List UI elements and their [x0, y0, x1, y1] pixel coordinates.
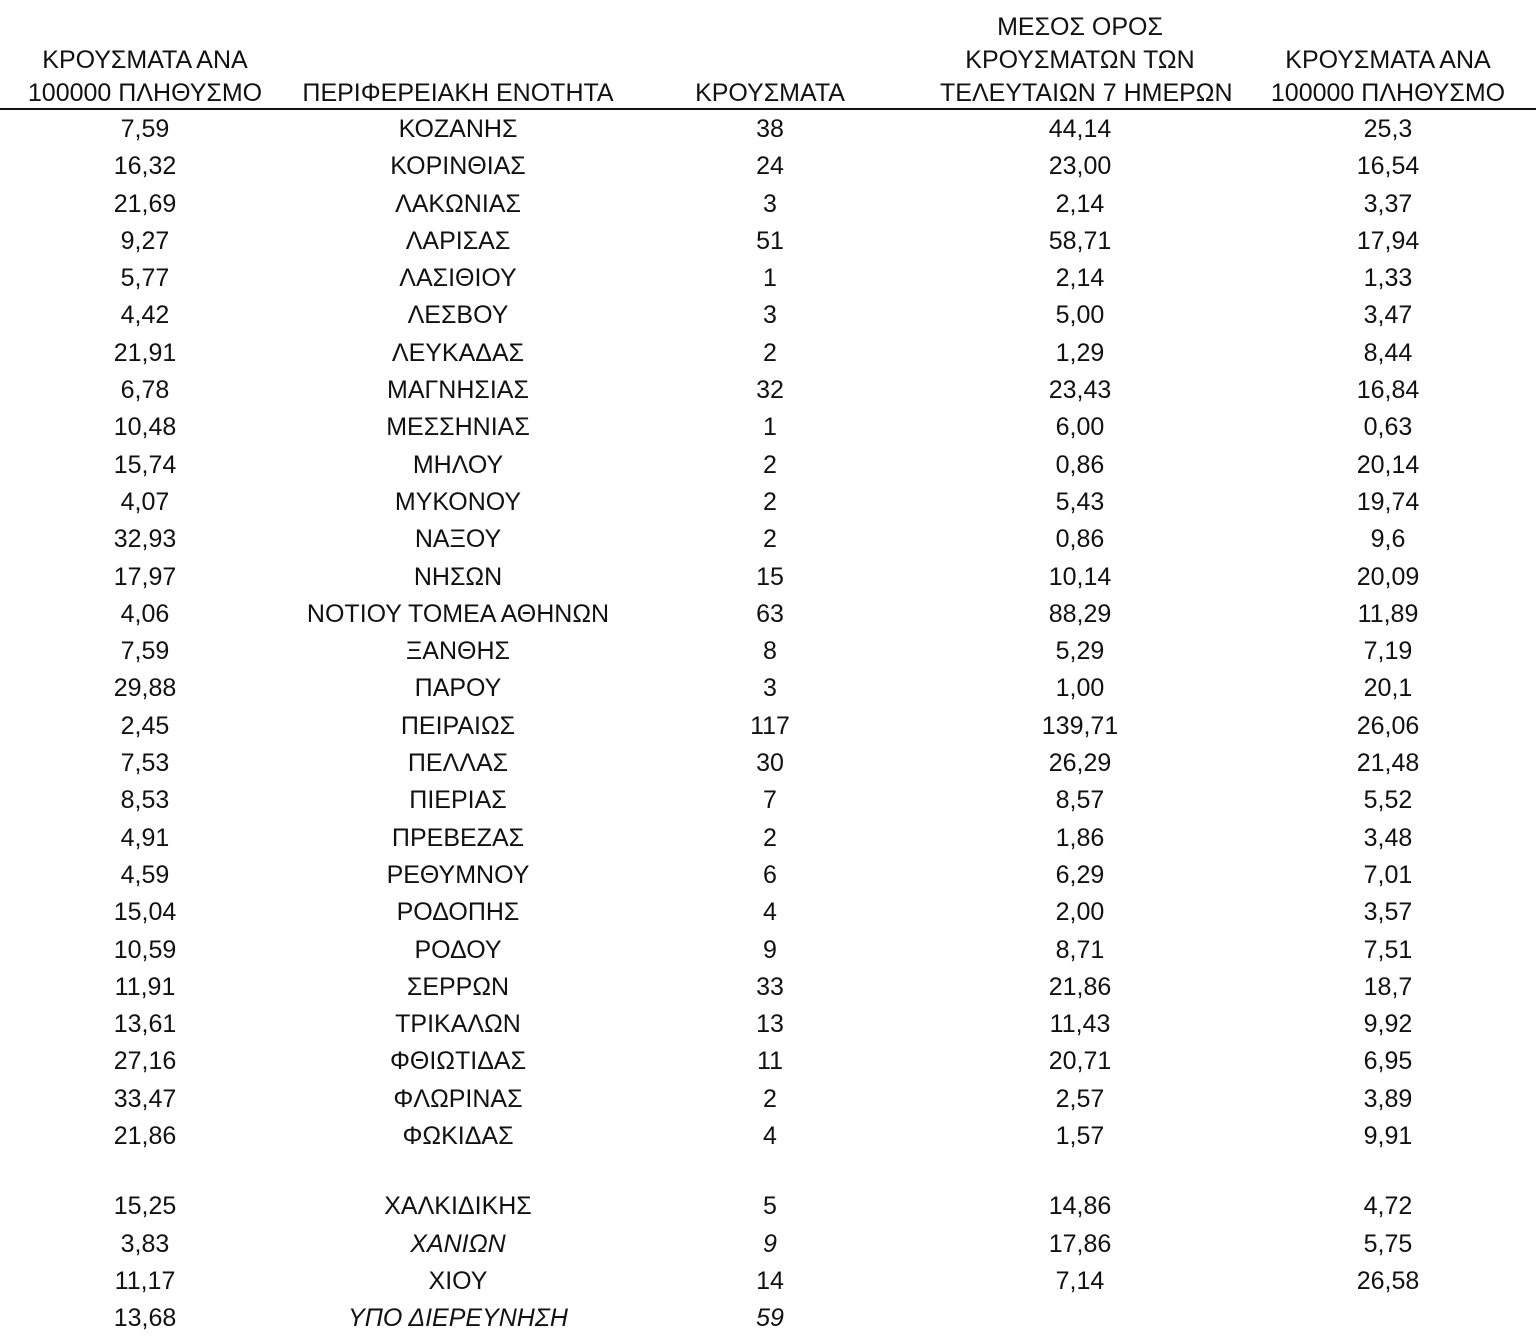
table-row	[0, 708, 1536, 745]
table-row	[0, 521, 1536, 558]
table-row	[0, 484, 1536, 521]
cell-cases-per-100k-right: 16,54	[1356, 152, 1420, 181]
cell-seven-day-average: 139,71	[1041, 711, 1119, 740]
cell-regional-unit: ΛΕΥΚΑΔΑΣ	[391, 338, 525, 367]
cell-cases: 51	[756, 226, 784, 255]
table-row	[0, 857, 1536, 894]
cell-cases-per-100k-left: 15,25	[113, 1192, 177, 1221]
cell-cases-per-100k-right: 26,06	[1356, 711, 1420, 740]
cell-cases-per-100k-right: 19,74	[1356, 487, 1420, 516]
cell-cases: 11	[757, 1047, 783, 1076]
cell-cases-per-100k-right: 16,84	[1356, 376, 1420, 405]
cell-cases: 14	[756, 1266, 784, 1295]
table-row	[0, 223, 1536, 260]
cell-seven-day-average: 1,00	[1055, 674, 1105, 703]
cell-seven-day-average: 1,86	[1055, 823, 1105, 852]
cell-cases-per-100k-right: 8,44	[1363, 338, 1413, 367]
cell-seven-day-average: 6,00	[1055, 413, 1105, 442]
cell-seven-day-average: 1,29	[1055, 338, 1105, 367]
cell-cases: 59	[756, 1304, 784, 1333]
cell-regional-unit: ΧΑΛΚΙΔΙΚΗΣ	[384, 1192, 532, 1221]
header-cases-per-100k-left: ΚΡΟΥΣΜΑΤΑ ΑΝΑ 100000 ΠΛΗΘΥΣΜΟ	[27, 46, 263, 107]
cell-cases-per-100k-left: 13,61	[113, 1010, 177, 1039]
table-row	[0, 1188, 1536, 1225]
cell-cases: 63	[756, 599, 784, 628]
cell-cases-per-100k-left: 27,16	[113, 1047, 177, 1076]
cell-regional-unit: ΜΗΛΟΥ	[412, 450, 504, 479]
cell-seven-day-average: 14,86	[1048, 1192, 1112, 1221]
cell-cases: 13	[756, 1010, 784, 1039]
cell-regional-unit: ΜΑΓΝΗΣΙΑΣ	[387, 376, 529, 405]
cell-seven-day-average: 0,86	[1055, 450, 1105, 479]
cell-cases-per-100k-right: 7,19	[1363, 637, 1413, 666]
cell-cases-per-100k-left: 15,04	[113, 898, 177, 927]
cell-regional-unit: ΡΟΔΟΠΗΣ	[396, 898, 520, 927]
cell-seven-day-average: 23,43	[1048, 376, 1112, 405]
table-row	[0, 1263, 1536, 1300]
header-cases-per-100k-right: ΚΡΟΥΣΜΑΤΑ ΑΝΑ 100000 ΠΛΗΘΥΣΜΟ	[1270, 46, 1506, 107]
cell-cases-per-100k-right: 20,14	[1356, 450, 1420, 479]
cell-cases-per-100k-left: 21,91	[113, 338, 177, 367]
cell-seven-day-average: 8,57	[1055, 786, 1105, 815]
cell-cases-per-100k-left: 16,32	[113, 152, 177, 181]
cell-cases-per-100k-right: 11,89	[1357, 599, 1419, 628]
cell-seven-day-average: 44,14	[1048, 115, 1112, 143]
cell-seven-day-average: 11,43	[1049, 1010, 1111, 1039]
cell-regional-unit: ΡΟΔΟΥ	[414, 935, 502, 964]
table-header	[0, 0, 1536, 110]
cell-cases-per-100k-right: 17,94	[1356, 226, 1420, 255]
table-row	[0, 932, 1536, 969]
cell-cases: 5	[763, 1192, 777, 1221]
cell-cases-per-100k-left: 5,77	[120, 264, 170, 293]
cell-cases-per-100k-right: 4,72	[1363, 1192, 1413, 1221]
table-row	[0, 559, 1536, 596]
table-row	[0, 633, 1536, 670]
cell-regional-unit: ΚΟΡΙΝΘΙΑΣ	[390, 152, 526, 181]
cell-seven-day-average: 2,14	[1055, 264, 1105, 293]
table-row	[0, 1226, 1536, 1263]
cell-regional-unit: ΜΥΚΟΝΟΥ	[394, 487, 522, 516]
cell-cases-per-100k-right: 25,3	[1363, 115, 1413, 143]
cell-seven-day-average: 23,00	[1048, 152, 1112, 181]
cell-cases-per-100k-left: 4,07	[120, 487, 170, 516]
table-row	[0, 596, 1536, 633]
cell-regional-unit: ΝΗΣΩΝ	[413, 562, 503, 591]
cell-regional-unit: ΝΑΞΟΥ	[414, 525, 502, 554]
cell-cases-per-100k-right: 9,6	[1370, 525, 1406, 554]
cell-seven-day-average: 7,14	[1055, 1266, 1105, 1295]
cell-cases-per-100k-left: 11,17	[114, 1266, 176, 1295]
cell-cases-per-100k-left: 6,78	[120, 376, 170, 405]
table-row	[0, 409, 1536, 446]
table-row	[0, 894, 1536, 931]
cell-cases-per-100k-left: 29,88	[113, 674, 177, 703]
cell-cases: 2	[763, 525, 777, 554]
cell-regional-unit: ΠΑΡΟΥ	[414, 674, 502, 703]
cell-cases-per-100k-left: 7,59	[120, 637, 170, 666]
cell-seven-day-average: 2,00	[1055, 898, 1105, 927]
cell-cases: 32	[756, 376, 784, 405]
cell-cases-per-100k-left: 9,27	[120, 226, 170, 255]
cell-cases-per-100k-left: 3,83	[120, 1229, 170, 1258]
table-row	[0, 111, 1536, 148]
cell-cases-per-100k-right: 26,58	[1356, 1266, 1420, 1295]
cell-cases-per-100k-left: 4,42	[120, 301, 170, 330]
cell-cases-per-100k-left: 8,53	[120, 786, 170, 815]
cell-regional-unit: ΛΑΡΙΣΑΣ	[405, 226, 511, 255]
cell-cases: 117	[750, 711, 790, 740]
cell-cases: 2	[763, 1084, 777, 1113]
cell-cases: 2	[763, 450, 777, 479]
table-row	[0, 670, 1536, 707]
cell-cases-per-100k-left: 33,47	[113, 1084, 177, 1113]
cell-regional-unit: ΧΑΝΙΩΝ	[410, 1229, 506, 1258]
cell-cases: 4	[763, 1122, 777, 1151]
cell-regional-unit: ΣΕΡΡΩΝ	[406, 972, 510, 1001]
cell-seven-day-average: 88,29	[1048, 599, 1112, 628]
cell-cases-per-100k-left: 10,59	[113, 935, 177, 964]
cell-cases-per-100k-right: 3,57	[1363, 898, 1413, 927]
header-cases: ΚΡΟΥΣΜΑΤΑ	[695, 79, 845, 107]
cell-cases: 2	[763, 338, 777, 367]
cell-regional-unit: ΛΕΣΒΟΥ	[407, 301, 509, 330]
cell-cases-per-100k-right: 0,63	[1363, 413, 1413, 442]
cell-cases: 33	[756, 972, 784, 1001]
header-rule	[0, 108, 1536, 110]
cell-cases-per-100k-left: 7,59	[120, 115, 170, 143]
table-row	[0, 745, 1536, 782]
cell-cases: 24	[756, 152, 784, 181]
cell-cases-per-100k-right: 7,01	[1363, 860, 1413, 889]
cell-cases: 15	[756, 562, 784, 591]
cell-cases-per-100k-left: 13,68	[113, 1304, 177, 1333]
table-row	[0, 1118, 1536, 1155]
cell-cases-per-100k-left: 11,91	[114, 972, 176, 1001]
cell-regional-unit: ΜΕΣΣΗΝΙΑΣ	[386, 413, 530, 442]
table-row	[0, 335, 1536, 372]
header-regional-unit: ΠΕΡΙΦΕΡΕΙΑΚΗ ΕΝΟΤΗΤΑ	[302, 79, 614, 107]
cell-seven-day-average: 5,29	[1055, 637, 1105, 666]
cell-cases-per-100k-left: 7,53	[120, 749, 170, 778]
cell-seven-day-average: 17,86	[1048, 1229, 1112, 1258]
cell-regional-unit: ΠΕΙΡΑΙΩΣ	[400, 711, 516, 740]
table-row	[0, 782, 1536, 819]
cell-regional-unit: ΡΕΘΥΜΝΟΥ	[386, 860, 530, 889]
table-row	[0, 260, 1536, 297]
cell-regional-unit: ΤΡΙΚΑΛΩΝ	[395, 1010, 521, 1039]
cell-cases: 2	[763, 487, 777, 516]
cell-cases-per-100k-right: 6,95	[1363, 1047, 1413, 1076]
cell-cases-per-100k-right: 7,51	[1363, 935, 1413, 964]
cell-seven-day-average: 1,57	[1055, 1122, 1105, 1151]
table-row	[0, 1300, 1536, 1337]
cell-seven-day-average: 21,86	[1048, 972, 1112, 1001]
cell-regional-unit: ΦΩΚΙΔΑΣ	[402, 1122, 514, 1151]
cell-cases-per-100k-right: 3,48	[1363, 823, 1413, 852]
cell-cases: 8	[763, 637, 777, 666]
cell-cases-per-100k-left: 15,74	[113, 450, 177, 479]
cell-cases: 9	[763, 935, 777, 964]
cell-regional-unit: ΠΕΛΛΑΣ	[407, 749, 509, 778]
table-row	[0, 820, 1536, 857]
cell-regional-unit: ΚΟΖΑΝΗΣ	[398, 115, 518, 143]
cell-regional-unit: ΧΙΟΥ	[428, 1266, 488, 1295]
cell-seven-day-average: 5,00	[1055, 301, 1105, 330]
table-row	[0, 1043, 1536, 1080]
header-7day-average: ΜΕΣΟΣ ΟΡΟΣ ΚΡΟΥΣΜΑΤΩΝ ΤΩΝ ΤΕΛΕΥΤΑΙΩΝ 7 ΗΜΕΡΩΝ	[940, 13, 1233, 107]
cell-cases: 3	[763, 301, 777, 330]
cell-cases: 9	[763, 1229, 777, 1258]
cell-cases-per-100k-right: 20,09	[1356, 562, 1420, 591]
cell-cases-per-100k-left: 10,48	[113, 413, 177, 442]
cell-cases-per-100k-right: 3,37	[1363, 189, 1413, 218]
cell-seven-day-average: 2,14	[1055, 189, 1105, 218]
cell-cases-per-100k-left: 4,06	[120, 599, 170, 628]
cell-cases: 6	[763, 860, 777, 889]
table-row	[0, 148, 1536, 185]
cell-regional-unit: ΞΑΝΘΗΣ	[406, 637, 510, 666]
table-row	[0, 297, 1536, 334]
cell-cases-per-100k-right: 3,47	[1363, 301, 1413, 330]
cell-cases: 7	[763, 786, 777, 815]
table-row	[0, 186, 1536, 223]
cell-cases-per-100k-left: 4,59	[120, 860, 170, 889]
cell-seven-day-average: 5,43	[1055, 487, 1105, 516]
cell-seven-day-average: 6,29	[1055, 860, 1105, 889]
table-row	[0, 372, 1536, 409]
cell-cases-per-100k-right: 18,7	[1363, 972, 1413, 1001]
cell-cases: 1	[763, 264, 777, 293]
cell-regional-unit: ΦΘΙΩΤΙΔΑΣ	[389, 1047, 527, 1076]
cell-cases-per-100k-right: 20,1	[1363, 674, 1413, 703]
cell-seven-day-average: 8,71	[1055, 935, 1105, 964]
cell-seven-day-average: 26,29	[1048, 749, 1112, 778]
table-row	[0, 1081, 1536, 1118]
cell-cases-per-100k-left: 21,69	[113, 189, 177, 218]
table-row	[0, 447, 1536, 484]
cell-cases: 4	[763, 898, 777, 927]
cell-cases-per-100k-left: 4,91	[120, 823, 170, 852]
cell-cases-per-100k-right: 1,33	[1363, 264, 1413, 293]
cell-cases-per-100k-right: 5,75	[1363, 1229, 1413, 1258]
table-body	[0, 111, 1536, 1338]
cell-cases-per-100k-left: 17,97	[113, 562, 177, 591]
cell-cases: 3	[763, 189, 777, 218]
cell-cases: 3	[763, 674, 777, 703]
cell-seven-day-average: 20,71	[1048, 1047, 1112, 1076]
cell-cases: 1	[763, 413, 777, 442]
cell-regional-unit: ΛΑΚΩΝΙΑΣ	[395, 189, 521, 218]
cell-cases-per-100k-left: 21,86	[113, 1122, 177, 1151]
cell-cases-per-100k-right: 9,92	[1363, 1010, 1413, 1039]
cell-cases: 38	[756, 115, 784, 143]
table-row	[0, 1006, 1536, 1043]
cell-cases: 30	[756, 749, 784, 778]
cell-cases-per-100k-left: 2,45	[120, 711, 170, 740]
cell-cases: 2	[763, 823, 777, 852]
table-row	[0, 969, 1536, 1006]
cell-seven-day-average: 58,71	[1048, 226, 1112, 255]
cell-cases-per-100k-right: 3,89	[1363, 1084, 1413, 1113]
cell-seven-day-average: 10,14	[1048, 562, 1112, 591]
cell-regional-unit: ΦΛΩΡΙΝΑΣ	[393, 1084, 523, 1113]
cell-seven-day-average: 0,86	[1055, 525, 1105, 554]
cell-regional-unit: ΠΡΕΒΕΖΑΣ	[391, 823, 525, 852]
cell-seven-day-average: 2,57	[1055, 1084, 1105, 1113]
cell-regional-unit: ΛΑΣΙΘΙΟΥ	[399, 264, 517, 293]
cell-cases-per-100k-right: 5,52	[1363, 786, 1413, 815]
cell-regional-unit: ΥΠΟ ΔΙΕΡΕΥΝΗΣΗ	[348, 1304, 568, 1333]
cell-regional-unit: ΠΙΕΡΙΑΣ	[409, 786, 507, 815]
cell-cases-per-100k-right: 21,48	[1356, 749, 1420, 778]
cell-cases-per-100k-right: 9,91	[1363, 1122, 1413, 1151]
cell-regional-unit: ΝΟΤΙΟΥ ΤΟΜΕΑ ΑΘΗΝΩΝ	[306, 599, 610, 628]
cell-cases-per-100k-left: 32,93	[113, 525, 177, 554]
